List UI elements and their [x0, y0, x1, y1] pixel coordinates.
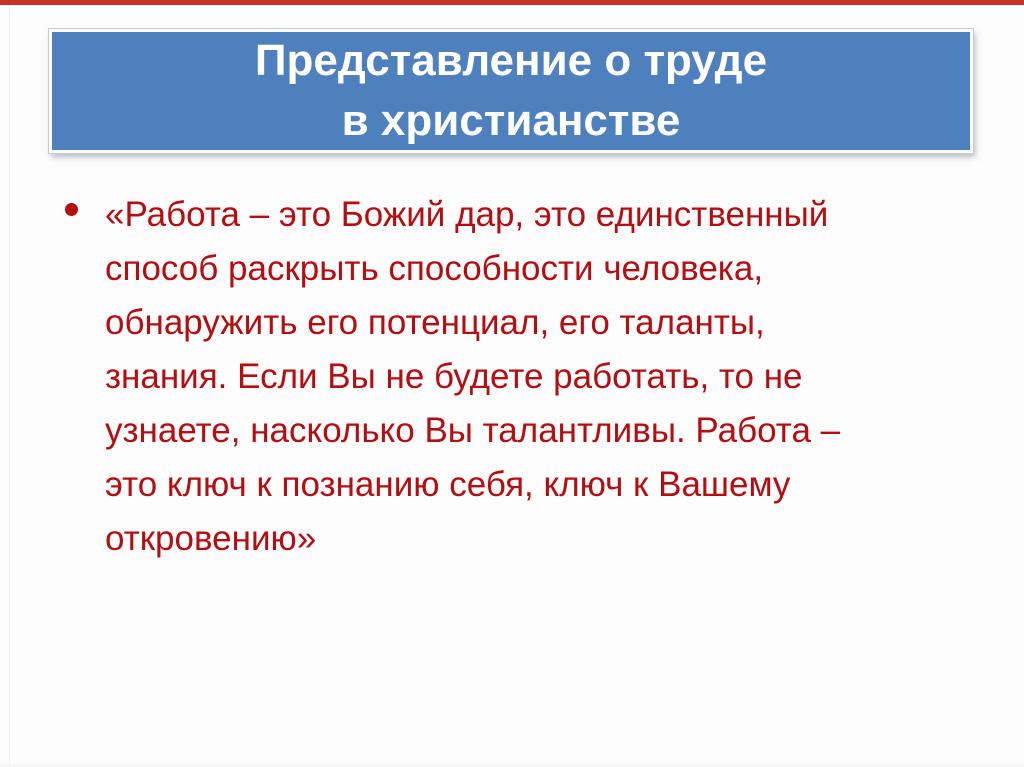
slide-title-line-2: в христианстве — [341, 96, 681, 145]
slide-left-edge-line — [9, 0, 10, 767]
quote-line: откровению» — [105, 519, 317, 558]
quote-line: узнаете, насколько Вы талантливы. Работа – — [105, 411, 841, 450]
quote-line: способ раскрыть способности человека, — [105, 249, 764, 288]
quote-line: это ключ к познанию себя, ключ к Вашему — [105, 465, 791, 504]
quote-line: «Работа – это Божий дар, это единственный — [105, 195, 829, 234]
slide-title-box — [49, 29, 973, 153]
bullet-dot — [65, 203, 78, 216]
quote-line: знания. Если Вы не будете работать, то не — [105, 357, 803, 396]
slide-title-line-1: Представление о труде — [254, 36, 768, 85]
accent-top-bar — [0, 0, 1024, 5]
quote-line: обнаружить его потенциал, его таланты, — [105, 303, 765, 342]
quote-text — [105, 188, 985, 566]
